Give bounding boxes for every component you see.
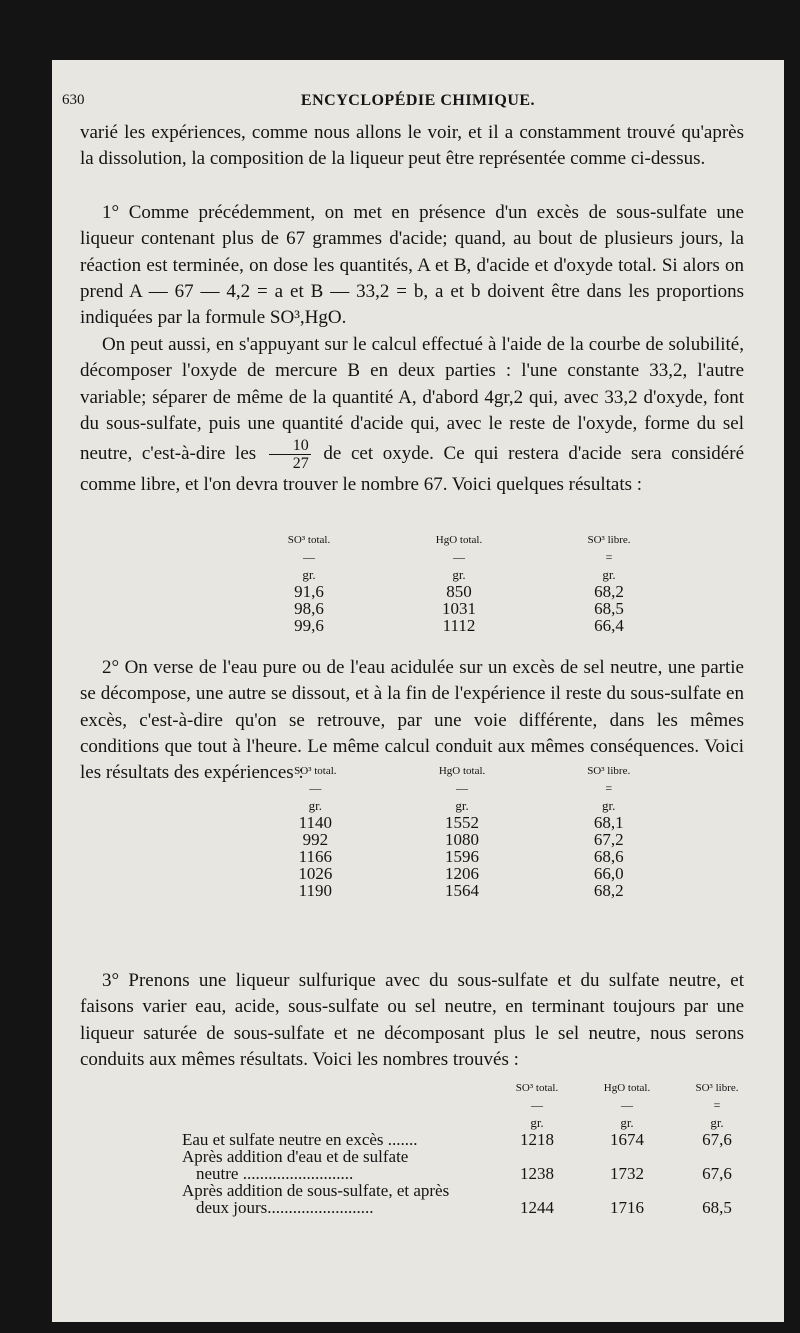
table3-unit: gr.: [620, 1115, 634, 1130]
table3-cell: 1238: [520, 1164, 554, 1183]
table2-cell: 68,6: [593, 847, 624, 866]
results-table-2: [242, 763, 682, 899]
table2-cell: 1166: [298, 847, 333, 866]
paragraph-continued: [80, 120, 744, 173]
table2-cell: 1190: [298, 881, 333, 900]
running-head: [62, 92, 774, 114]
table2-cell: 66,0: [593, 864, 624, 883]
running-title: ENCYCLOPÉDIE CHIMIQUE.: [300, 92, 536, 109]
table2-cell: 1564: [445, 881, 480, 900]
table1-unit: gr.: [602, 567, 616, 582]
table1-cell: 99,6: [294, 616, 324, 635]
table-rule: —: [309, 781, 322, 795]
table1-header: SO³ libre.: [587, 534, 631, 546]
table3-cell: 68,5: [702, 1198, 732, 1217]
table3-cell: 1716: [610, 1198, 644, 1217]
table2-unit: gr.: [602, 798, 616, 813]
table3-row-label-cont: neutre ..........................: [196, 1164, 354, 1183]
table2-cell: 1596: [445, 847, 480, 866]
table2-unit: gr.: [308, 798, 323, 813]
paragraph-4: 3° Prenons une liqueur sulfurique avec du sous-sulfate et du sulfate neutre, et faisons varier eau, acide, sous-sulfate ou sel neutre, en terminant toujours par une liqueur saturée de sous-sulfate et ne décomposant plus le sel neutre, nous serons conduits aux mêmes résultats. Voici les nombres trouvés :: [80, 970, 744, 1070]
table-rule: =: [605, 550, 613, 564]
table2-cell: 1552: [445, 813, 480, 832]
table-row: [242, 865, 682, 882]
section-2: [80, 332, 744, 498]
table3-header: SO³ libre.: [695, 1082, 739, 1094]
table2-header: SO³ total.: [294, 765, 337, 777]
table-row: [234, 583, 684, 600]
table1-unit: gr.: [302, 567, 316, 582]
table-rule: —: [453, 550, 465, 564]
table2-cell: 67,2: [593, 830, 624, 849]
fraction-numerator: 10: [269, 437, 311, 455]
table3-row-label-cont: deux jours.........................: [196, 1198, 374, 1217]
section-4: [80, 968, 744, 1073]
page-number: 630: [62, 92, 85, 108]
paragraph-2a: On peut aussi, en s'appuyant sur le calcul effectué à l'aide de la courbe de solubilité, décomposer l'oxyde de mercure B en deux parties : l'une constante 33,2, l'autre variable; séparer de même de la quantité A, d'abord 4gr,2 qui, avec 33,2 d'oxyde, font du sous-sulfate, puis une quantité d'acide qui, avec le reste de l'oxyde, forme du sel neutre, c'est-à-dire les: [80, 334, 744, 465]
table-row: [242, 882, 682, 899]
paragraph-2b: de cet oxyde. Ce qui restera d'acide sera considéré comme libre, et l'on devra trouver le nombre 67. Voici quelques résultats :: [80, 443, 745, 496]
table3-header: HgO total.: [603, 1082, 651, 1094]
table-row: [182, 1165, 762, 1182]
table1-unit: gr.: [452, 567, 466, 582]
table3-cell: 1218: [520, 1130, 554, 1149]
table1-cell: 68,5: [594, 599, 624, 618]
table2-cell: 1140: [298, 813, 333, 832]
table1-cell: 850: [446, 582, 472, 601]
table3-cell: 67,6: [702, 1164, 732, 1183]
table-rule: —: [303, 550, 315, 564]
table3-header: SO³ total.: [515, 1082, 559, 1094]
table1-cell: 1031: [442, 599, 476, 618]
section-1: [80, 200, 744, 331]
table1-cell: 68,2: [594, 582, 624, 601]
paragraph-2: [80, 332, 744, 498]
table1-cell: 66,4: [594, 616, 624, 635]
table2-cell: 68,1: [593, 813, 624, 832]
table-row: [242, 848, 682, 865]
table-row: [182, 1131, 762, 1148]
table-row: [182, 1199, 762, 1216]
table2-unit: gr.: [455, 798, 469, 813]
table2-header: HgO total.: [438, 765, 486, 777]
table1-cell: 1112: [442, 616, 476, 635]
table2-cell: 1080: [445, 830, 480, 849]
paragraph-1: 1° Comme précédemment, on met en présence d'un excès de sous-sulfate une liqueur contenant plus de 67 grammes d'acide; quand, au bout de plusieurs jours, la réaction est terminée, on dose les quantités, A et B, d'acide et d'oxyde total. Si alors on prend A — 67 — 4,2 = a et B — 33,2 = b, a et b doivent être dans les proportions indiquées par la formule SO³,HgO.: [80, 202, 744, 329]
table-row: [234, 600, 684, 617]
table3-row-label: Après addition d'eau et de sulfate: [182, 1147, 409, 1166]
results-table-3: [182, 1080, 762, 1216]
table3-row-label: Eau et sulfate neutre en excès .......: [182, 1130, 418, 1149]
table2-cell: 1206: [445, 864, 480, 883]
table-row: [242, 814, 682, 831]
table-rule: —: [621, 1098, 633, 1112]
table3-cell: 1732: [610, 1164, 644, 1183]
book-page: [52, 60, 784, 1322]
table2-header: SO³ libre.: [587, 765, 631, 777]
paragraph-0: varié les expériences, comme nous allons le voir, et il a constamment trouvé qu'après la dissolution, la composition de la liqueur peut être représentée comme ci-dessus.: [80, 122, 744, 170]
paragraph-3: 2° On verse de l'eau pure ou de l'eau acidulée sur un excès de sel neutre, une partie se décompose, une autre se dissout, et à la fin de l'expérience il reste du sous-sulfate en excès, c'est-à-dire qu'on se retrouve, par une voie différente, dans les mêmes conditions que tout à l'heure. Le même calcul conduit aux mêmes conséquences. Voici les résultats des expériences :: [80, 657, 744, 784]
table3-row-label: Après addition de sous-sulfate, et après: [182, 1181, 450, 1200]
table-rule: =: [605, 781, 613, 795]
results-table-1: [234, 532, 684, 634]
table2-cell: 1026: [298, 864, 333, 883]
table-row: [182, 1182, 762, 1199]
table3-cell: 67,6: [702, 1130, 732, 1149]
table-rule: —: [531, 1098, 543, 1112]
table3-cell: 1244: [520, 1198, 554, 1217]
table-row: [242, 831, 682, 848]
table1-cell: 91,6: [294, 582, 324, 601]
table-rule: —: [456, 781, 469, 795]
table1-cell: 98,6: [294, 599, 324, 618]
table2-cell: 992: [302, 830, 329, 849]
table1-header: SO³ total.: [287, 534, 331, 546]
table3-unit: gr.: [530, 1115, 544, 1130]
fraction-denominator: 27: [292, 455, 309, 473]
table2-cell: 68,2: [593, 881, 624, 900]
fraction: [269, 437, 311, 472]
table-rule: =: [713, 1098, 721, 1112]
table1-header: HgO total.: [435, 534, 483, 546]
table3-cell: 1674: [610, 1130, 644, 1149]
table3-unit: gr.: [710, 1115, 724, 1130]
table-row: [182, 1148, 762, 1165]
table-row: [234, 617, 684, 634]
